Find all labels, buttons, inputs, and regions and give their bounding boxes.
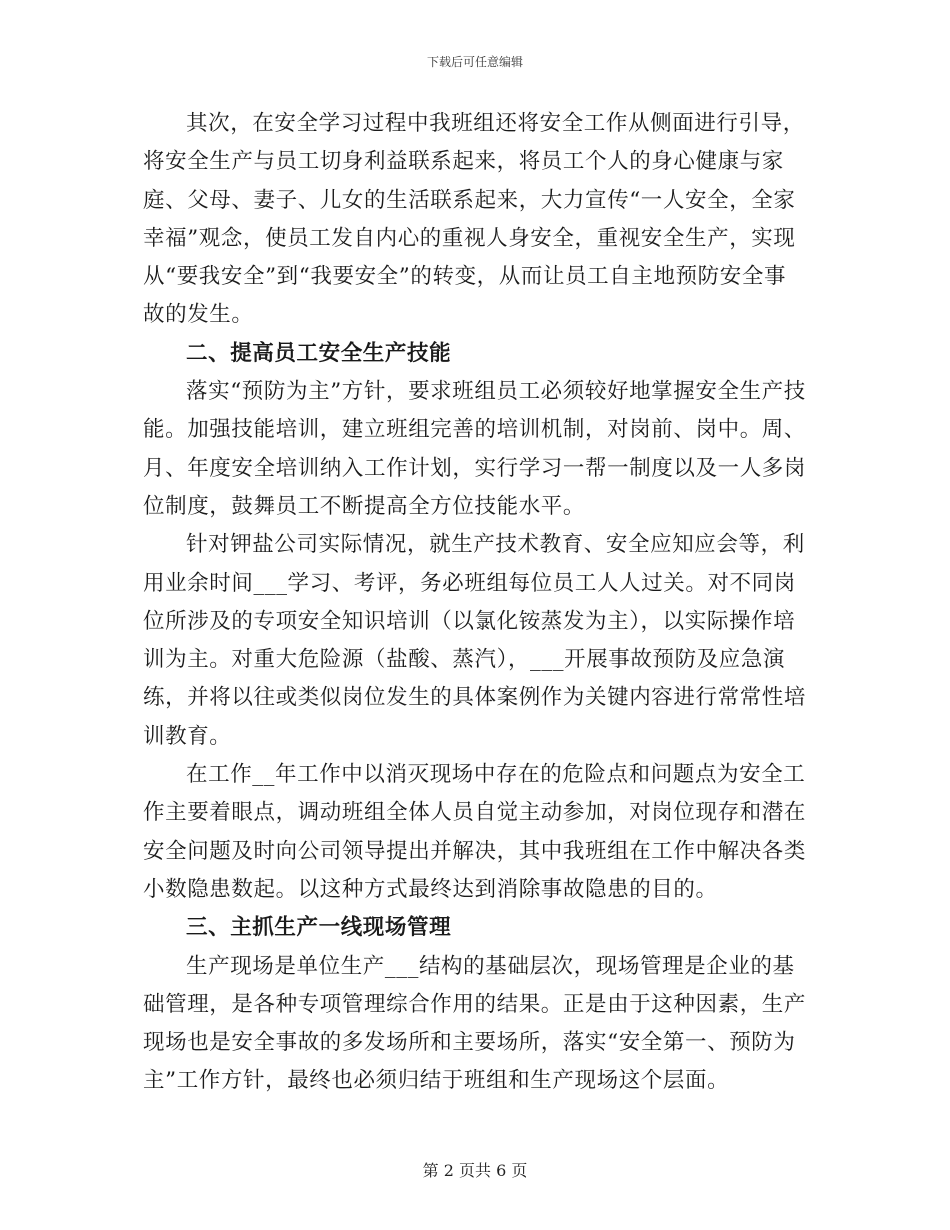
paragraph-4: 在工作__年工作中以消灭现场中存在的危险点和问题点为安全工作主要着眼点，调动班组全体人员自觉主动参加，对岗位现存和潜在安全问题及时向公司领导提出并解决，其中我班组在工作中解决各类小数隐患数起。以这种方式最终达到消除事故隐患的目的。 xyxy=(143,762,807,902)
document-body xyxy=(143,105,808,1101)
page-number-footer: 第 2 页共 6 页 xyxy=(422,1161,528,1180)
paragraph-1: 其次，在安全学习过程中我班组还将安全工作从侧面进行引导，将安全生产与员工切身利益联系起来，将员工个人的身心健康与家庭、父母、妻子、儿女的生活联系起来，大力宣传“一人安全，全家幸福”观念，使员工发自内心的重视人身安全，重视安全生产，实现从“要我安全”到“我要安全”的转变，从而让员工自主地预防安全事故的发生。 xyxy=(143,111,805,328)
paragraph-2: 落实“预防为主”方针，要求班组员工必须较好地掌握安全生产技能。加强技能培训，建立班组完善的培训机制，对岗前、岗中。周、月、年度安全培训纳入工作计划，实行学习一帮一制度以及一人多岗位制度，鼓舞员工不断提高全方位技能水平。 xyxy=(143,379,807,519)
paragraph-3: 针对钾盐公司实际情况，就生产技术教育、安全应知应会等，利用业余时间___学习、考评，务必班组每位员工人人过关。对不同岗位所涉及的专项安全知识培训（以氯化铵蒸发为主），以实际操作培训为主。对重大危险源（盐酸、蒸汽），___开展事故预防及应急演练，并将以往或类似岗位发生的具体案例作为关键内容进行常常性培训教育。 xyxy=(143,532,807,749)
paragraph-5: 生产现场是单位生产___结构的基础层次，现场管理是企业的基础管理，是各种专项管理综合作用的结果。正是由于这种因素，生产现场也是安全事故的多发场所和主要场所，落实“安全第一、预防为主”工作方针，最终也必须归结于班组和生产现场这个层面。 xyxy=(143,953,807,1094)
page-header: 下载后可任意编辑 xyxy=(426,55,523,69)
section-heading-2: 二、提高员工安全生产技能 xyxy=(186,340,452,366)
section-heading-3: 三、主抓生产一线现场管理 xyxy=(186,915,452,941)
